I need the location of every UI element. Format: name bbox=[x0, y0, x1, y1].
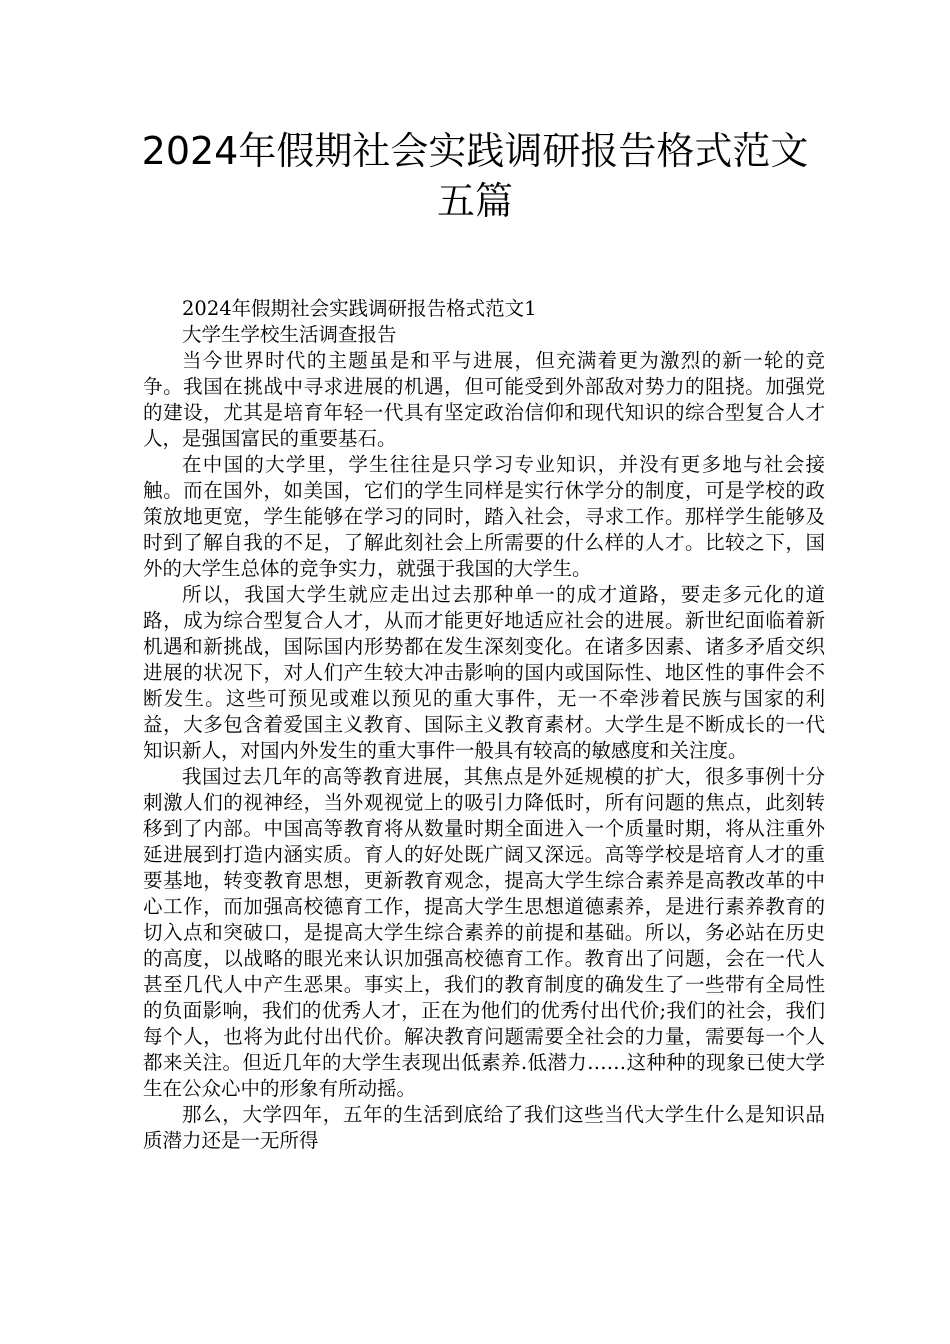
title-line-1: 2024年假期社会实践调研报告格式范文 bbox=[141, 129, 809, 173]
document-body bbox=[143, 296, 825, 1154]
title-line-2: 五篇 bbox=[436, 179, 513, 223]
body-paragraph: 当今世界时代的主题虽是和平与进展，但充满着更为激烈的新一轮的竞争。我国在挑战中寻求进展的机遇，但可能受到外部敌对势力的阻挠。加强党的建设，尤其是培育年轻一代具有坚定政治信仰和现代知识的综合型复合人才人，是强国富民的重要基石。 bbox=[143, 349, 825, 450]
body-paragraph: 我国过去几年的高等教育进展，其焦点是外延规模的扩大，很多事例十分刺激人们的视神经，当外观视觉上的吸引力降低时，所有问题的焦点，此刻转移到了内部。中国高等教育将从数量时期全面进入一个质量时期，将从注重外延进展到打造内涵实质。育人的好处既广阔又深远。高等学校是培育人才的重要基地，转变教育思想，更新教育观念，提高大学生综合素养是高教改革的中心工作，而加强高校德育工作，提高大学生思想道德素养，是进行素养教育的切入点和突破口，是提高大学生综合素养的前提和基础。所以，务必站在历史的高度，以战略的眼光来认识加强高校德育工作。教育出了问题，会在一代人甚至几代人中产生恶果。事实上，我们的教育制度的确发生了一些带有全局性的负面影响，我们的优秀人才，正在为他们的优秀付出代价;我们的社会，我们每个人，也将为此付出代价。解决教育问题需要全社会的力量，需要每一个人都来关注。但近几年的大学生表现出低素养.低潜力……这种种的现象已使大学生在公众心中的形象有所动摇。 bbox=[143, 765, 825, 1100]
body-paragraph: 那么，大学四年，五年的生活到底给了我们这些当代大学生什么是知识品质潜力还是一无所得 bbox=[143, 1103, 825, 1152]
body-paragraph: 在中国的大学里，学生往往是只学习专业知识，并没有更多地与社会接触。而在国外，如美国，它们的学生同样是实行休学分的制度，可是学校的政策放地更宽，学生能够在学习的同时，踏入社会，寻求工作。那样学生能够及时到了解自我的不足，了解此刻社会上所需要的什么样的人才。比较之下，国外的大学生总体的竞争实力，就强于我国的大学生。 bbox=[143, 453, 825, 580]
document-title bbox=[100, 126, 850, 226]
body-paragraph: 所以，我国大学生就应走出过去那种单一的成才道路，要走多元化的道路，成为综合型复合人才，从而才能更好地适应社会的进展。新世纪面临着新机遇和新挑战，国际国内形势都在发生深刻变化。在诸多因素、诸多矛盾交织进展的状况下，对人们产生较大冲击影响的国内或国际性、地区性的事件会不断发生。这些可预见或难以预见的重大事件，无一不牵涉着民族与国家的利益，大多包含着爱国主义教育、国际主义教育素材。大学生是不断成长的一代知识新人，对国内外发生的重大事件一般具有较高的敏感度和关注度。 bbox=[143, 583, 825, 762]
report-subtitle: 大学生学校生活调查报告 bbox=[182, 323, 397, 346]
section-heading: 2024年假期社会实践调研报告格式范文1 bbox=[182, 297, 537, 320]
